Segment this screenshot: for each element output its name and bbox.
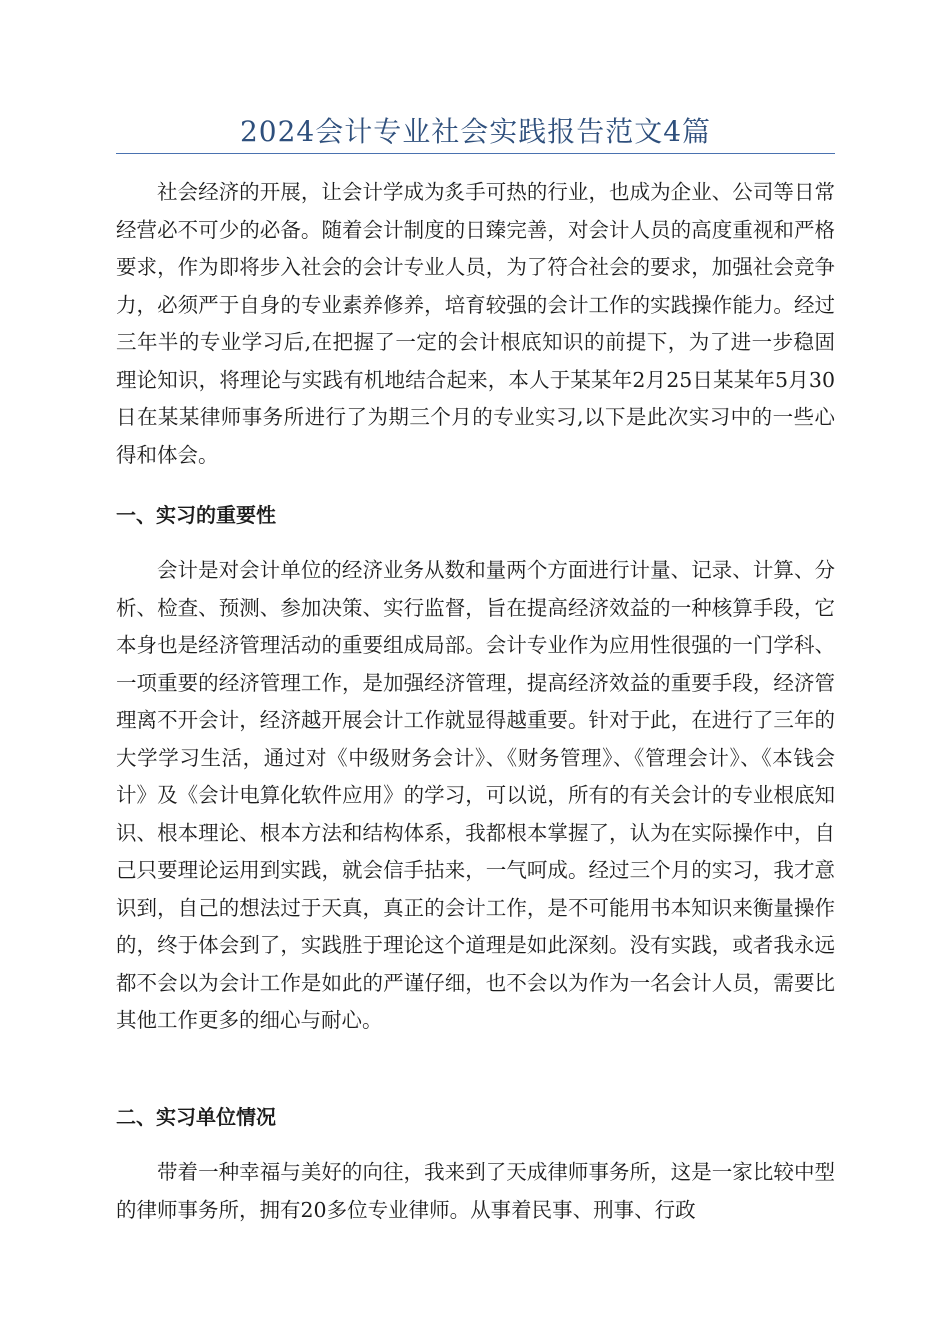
section-heading-internship-unit: 二、实习单位情况 bbox=[116, 1105, 276, 1129]
document-title: 2024会计专业社会实践报告范文4篇 bbox=[239, 115, 712, 148]
section-body-internship-unit: 带着一种幸福与美好的向往，我来到了天成律师事务所，这是一家比较中型的律师事务所，拥有20多位专业律师。从事着民事、刑事、行政 bbox=[116, 1160, 835, 1222]
intro-paragraph: 社会经济的开展，让会计学成为炙手可热的行业，也成为企业、公司等日常经营必不可少的必备。随着会计制度的日臻完善，对会计人员的高度重视和严格要求，作为即将步入社会的会计专业人员，为了符合社会的要求，加强社会竞争力，必须严于自身的专业素养修养，培育较强的会计工作的实践操作能力。经过三年半的专业学习后,在把握了一定的会计根底知识的前提下，为了进一步稳固理论知识，将理论与实践有机地结合起来，本人于某某年2月25日某某年5月30日在某某律师事务所进行了为期三个月的专业实习,以下是此次实习中的一些心得和体会。 bbox=[116, 180, 835, 467]
section-body-importance: 会计是对会计单位的经济业务从数和量两个方面进行计量、记录、计算、分析、检查、预测、参加决策、实行监督，旨在提高经济效益的一种核算手段，它本身也是经济管理活动的重要组成局部。会计专业作为应用性很强的一门学科、一项重要的经济管理工作，是加强经济管理，提高经济效益的重要手段，经济管理离不开会计，经济越开展会计工作就显得越重要。针对于此，在进行了三年的大学学习生活，通过对《中级财务会计》、《财务管理》、《管理会计》、《本钱会计》及《会计电算化软件应用》的学习，可以说，所有的有关会计的专业根底知识、根本理论、根本方法和结构体系，我都根本掌握了，认为在实际操作中，自己只要理论运用到实践，就会信手拈来，一气呵成。经过三个月的实习，我才意识到，自己的想法过于天真，真正的会计工作，是不可能用书本知识来衡量操作的，终于体会到了，实践胜于理论这个道理是如此深刻。没有实践，或者我永远都不会以为会计工作是如此的严谨仔细，也不会以为作为一名会计人员，需要比其他工作更多的细心与耐心。 bbox=[116, 558, 835, 1032]
title-underline bbox=[116, 153, 835, 154]
section-heading-importance: 一、实习的重要性 bbox=[116, 503, 276, 527]
